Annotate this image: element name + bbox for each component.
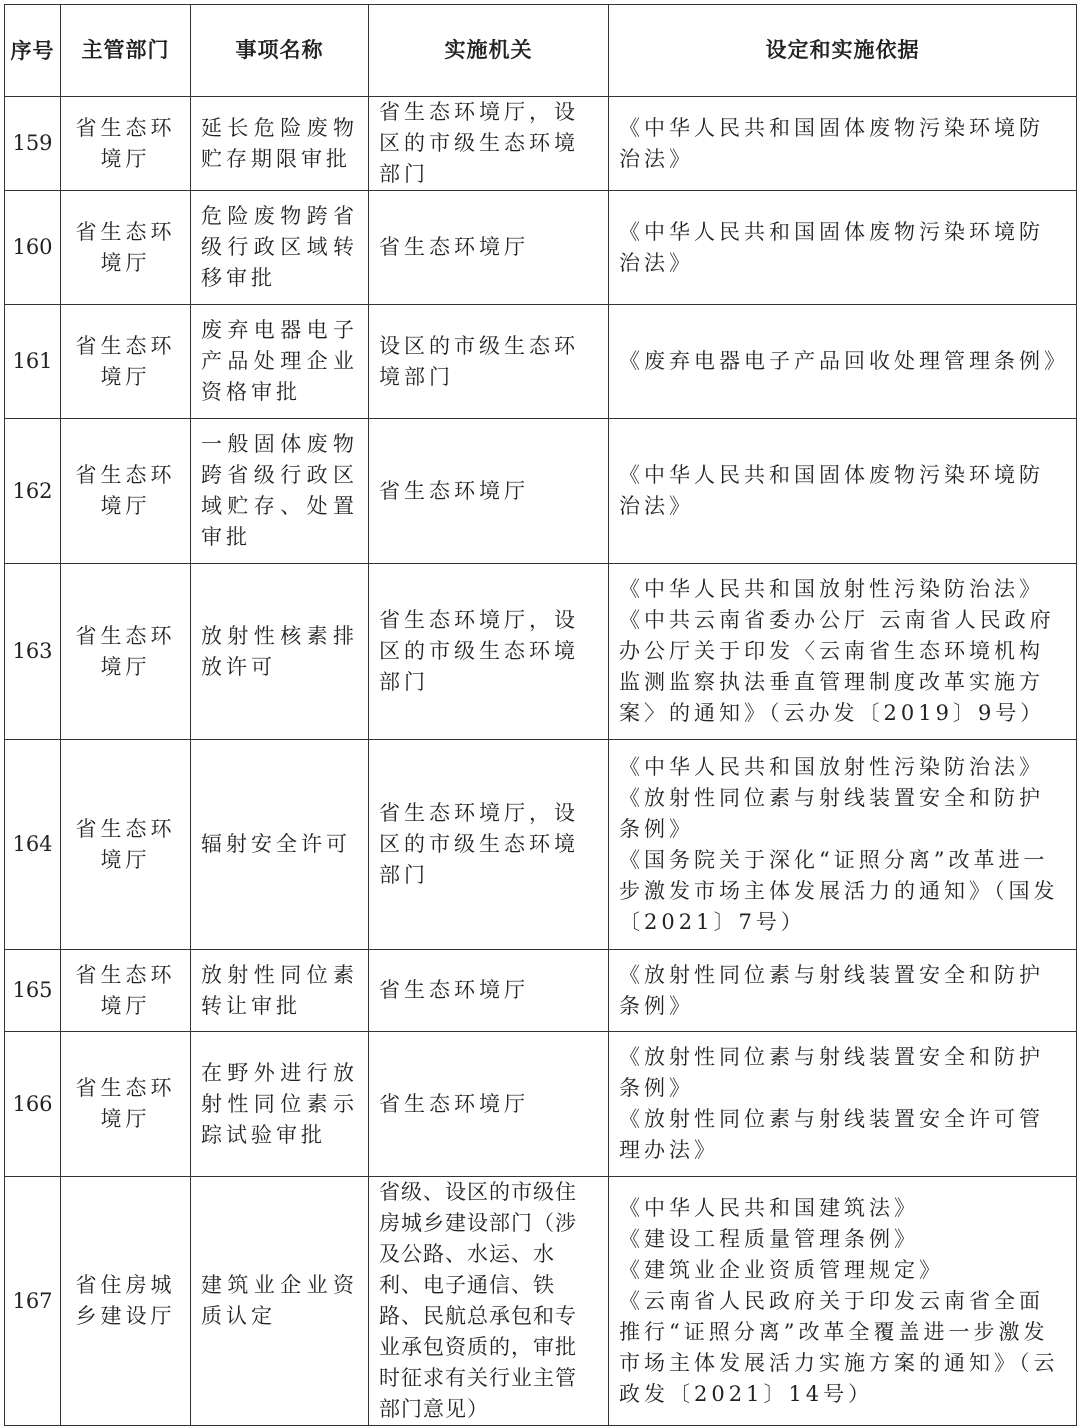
table-row — [5, 97, 1077, 191]
table-row — [5, 564, 1077, 740]
row-dept: 省生态环境厅 — [61, 564, 191, 740]
row-num: 166 — [5, 1032, 61, 1177]
row-dept: 省生态环境厅 — [61, 740, 191, 950]
header-item: 事项名称 — [191, 5, 369, 97]
row-dept: 省生态环境厅 — [61, 419, 191, 564]
basis-line: 《中共云南省委办公厅 云南省人民政府办公厅关于印发〈云南省生态环境机构监测监察执法垂直管理制度改革实施方案〉的通知》（云办发〔2019〕9号） — [619, 608, 1055, 725]
table-row — [5, 1032, 1077, 1177]
header-seq: 序号 — [5, 5, 61, 97]
row-dept: 省生态环境厅 — [61, 191, 191, 305]
table-row — [5, 419, 1077, 564]
basis-line: 《放射性同位素与射线装置安全许可管理办法》 — [619, 1107, 1044, 1162]
table-row — [5, 740, 1077, 950]
row-item: 延长危险废物贮存期限审批 — [191, 97, 369, 191]
row-basis — [609, 305, 1077, 419]
basis-line: 《中华人民共和国固体废物污染环境防治法》 — [619, 463, 1044, 518]
row-num: 161 — [5, 305, 61, 419]
basis-line: 《放射性同位素与射线装置安全和防护条例》 — [619, 962, 1044, 1018]
row-basis — [609, 1177, 1077, 1426]
table-row — [5, 1177, 1077, 1426]
row-num: 160 — [5, 191, 61, 305]
row-basis — [609, 1032, 1077, 1177]
row-basis — [609, 191, 1077, 305]
table-row — [5, 305, 1077, 419]
row-num: 164 — [5, 740, 61, 950]
row-item: 放射性同位素转让审批 — [191, 950, 369, 1032]
basis-line: 《中华人民共和国固体废物污染环境防治法》 — [619, 219, 1044, 275]
row-item: 一般固体废物跨省级行政区域贮存、处置审批 — [191, 419, 369, 564]
basis-line: 《中华人民共和国放射性污染防治法》 — [619, 577, 1044, 601]
row-basis — [609, 564, 1077, 740]
row-item: 辐射安全许可 — [191, 740, 369, 950]
row-num: 162 — [5, 419, 61, 564]
row-item: 建筑业企业资质认定 — [191, 1177, 369, 1426]
row-agency: 省生态环境厅 — [369, 419, 609, 564]
basis-line: 《云南省人民政府关于印发云南省全面推行“证照分离”改革全覆盖进一步激发市场主体发展活力实施方案的通知》（云政发〔2021〕14号） — [619, 1288, 1059, 1406]
row-agency: 省生态环境厅 — [369, 1032, 609, 1177]
basis-line: 《废弃电器电子产品回收处理管理条例》 — [619, 349, 1069, 373]
row-num: 163 — [5, 564, 61, 740]
row-num: 165 — [5, 950, 61, 1032]
row-dept: 省生态环境厅 — [61, 305, 191, 419]
row-dept: 省生态环境厅 — [61, 97, 191, 191]
basis-line: 《放射性同位素与射线装置安全和防护条例》 — [619, 1045, 1044, 1100]
basis-line: 《中华人民共和国放射性污染防治法》 — [619, 754, 1044, 779]
row-basis — [609, 740, 1077, 950]
administrative-approval-table — [4, 4, 1077, 1426]
row-item: 在野外进行放射性同位素示踪试验审批 — [191, 1032, 369, 1177]
row-agency: 省生态环境厅，设区的市级生态环境部门 — [369, 740, 609, 950]
basis-line: 《中华人民共和国固体废物污染环境防治法》 — [619, 115, 1044, 171]
row-item: 放射性核素排放许可 — [191, 564, 369, 740]
basis-line: 《建筑业企业资质管理规定》 — [619, 1257, 944, 1282]
row-agency: 省生态环境厅 — [369, 950, 609, 1032]
header-basis: 设定和实施依据 — [609, 5, 1077, 97]
row-basis — [609, 97, 1077, 191]
row-item: 废弃电器电子产品处理企业资格审批 — [191, 305, 369, 419]
basis-line: 《放射性同位素与射线装置安全和防护条例》 — [619, 785, 1044, 841]
row-dept: 省住房城乡建设厅 — [61, 1177, 191, 1426]
header-agency: 实施机关 — [369, 5, 609, 97]
row-basis — [609, 950, 1077, 1032]
row-dept: 省生态环境厅 — [61, 950, 191, 1032]
row-agency: 省生态环境厅，设区的市级生态环境部门 — [369, 97, 609, 191]
row-num: 159 — [5, 97, 61, 191]
row-basis — [609, 419, 1077, 564]
row-agency: 省级、设区的市级住房城乡建设部门（涉及公路、水运、水利、电子通信、铁路、民航总承包和专业承包资质的，审批时征求有关行业主管部门意见） — [369, 1177, 609, 1426]
table-row — [5, 950, 1077, 1032]
row-agency: 省生态环境厅，设区的市级生态环境部门 — [369, 564, 609, 740]
row-num: 167 — [5, 1177, 61, 1426]
basis-line: 《国务院关于深化“证照分离”改革进一步激发市场主体发展活力的通知》（国发〔2021〕7号） — [619, 847, 1059, 934]
basis-line: 《中华人民共和国建筑法》 — [619, 1195, 919, 1220]
table-row — [5, 191, 1077, 305]
header-dept: 主管部门 — [61, 5, 191, 97]
table-header-row — [5, 5, 1077, 97]
basis-line: 《建设工程质量管理条例》 — [619, 1226, 919, 1251]
row-agency: 省生态环境厅 — [369, 191, 609, 305]
row-dept: 省生态环境厅 — [61, 1032, 191, 1177]
row-item: 危险废物跨省级行政区域转移审批 — [191, 191, 369, 305]
row-agency: 设区的市级生态环境部门 — [369, 305, 609, 419]
